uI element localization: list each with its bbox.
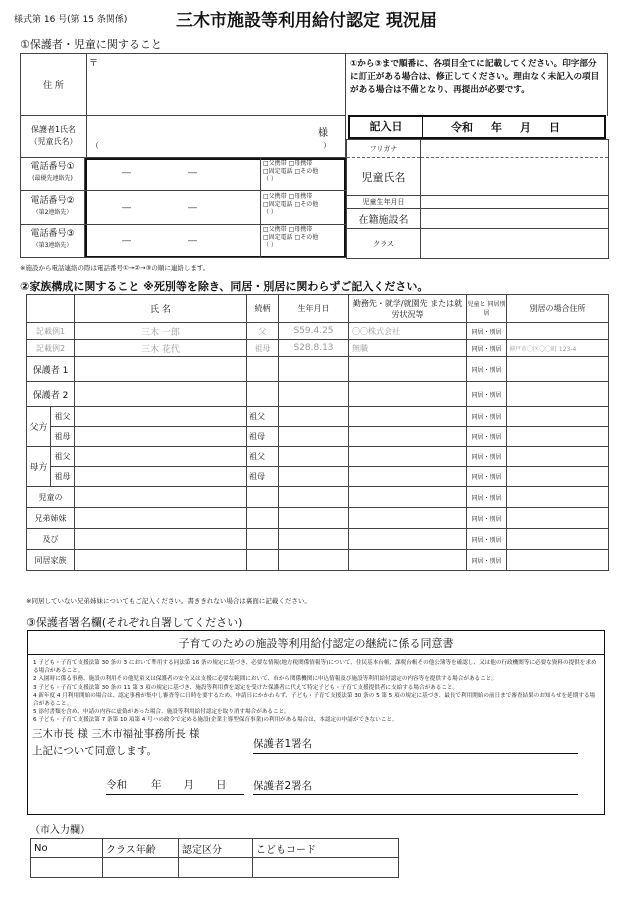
guardian2-row — [27, 382, 609, 407]
guardian1-live[interactable]: 同居・別居 — [467, 357, 507, 382]
sibling-label-1: 児童の — [27, 487, 75, 508]
city-col-cert: 認定区分 — [179, 839, 253, 858]
city-cert-input[interactable] — [179, 863, 252, 872]
city-col-code: こどもコード — [253, 839, 399, 858]
city-code-input[interactable] — [253, 863, 398, 872]
guardian2-addr-input[interactable] — [507, 390, 608, 399]
phone2-input[interactable] — [88, 196, 256, 218]
phone3-sub: （第3連絡先） — [32, 242, 73, 249]
paternal-gf-live[interactable]: 同居・別居 — [467, 407, 507, 427]
phone-block — [20, 158, 346, 258]
guardian1-row — [27, 357, 609, 382]
phone1-label: 電話番号① — [30, 162, 75, 172]
entry-day-input[interactable] — [531, 118, 549, 136]
maternal-gm-name-input[interactable] — [75, 472, 246, 481]
phone2-label-group — [20, 196, 85, 218]
example-row-1 — [27, 323, 609, 340]
family-table — [26, 294, 609, 571]
phone2-opts-a[interactable]: □父携帯 □母携帯 — [263, 193, 313, 200]
guardian2-label: 保護者 2 — [27, 382, 75, 407]
phone1-type-options[interactable] — [263, 160, 318, 184]
paternal-gm-birth-input[interactable] — [279, 432, 348, 441]
child-paren-open: （ — [91, 141, 99, 150]
sign2-label: 保護者2署名 — [253, 780, 313, 792]
sibling3-birth-input[interactable] — [279, 535, 348, 544]
sibling-label-4: 同居家族 — [27, 550, 75, 571]
phone1-input[interactable] — [88, 162, 256, 184]
section1-heading: ①保護者・児童に関すること — [20, 38, 162, 51]
header-work: 勤務先・就学/就園先 または就労状況等 — [349, 295, 467, 323]
sibling2-name-input[interactable] — [75, 514, 246, 523]
phone3-opts-a[interactable]: □父携帯 □母携帯 — [263, 226, 313, 233]
guardian1-name-input[interactable] — [75, 365, 246, 374]
paternal-grandmother-row — [27, 427, 609, 447]
guardian1-work-input[interactable] — [349, 365, 466, 374]
paternal-label: 父方 — [27, 407, 51, 447]
class-input[interactable] — [421, 239, 608, 248]
maternal-grandfather-row — [27, 447, 609, 467]
phone1-opts-c: （ ） — [263, 176, 277, 183]
maternal-gf-birth-input[interactable] — [279, 452, 348, 461]
maternal-gm-label: 祖母 — [51, 467, 75, 487]
maternal-gm-work-input[interactable] — [349, 472, 466, 481]
sibling-row-3 — [27, 529, 609, 550]
sibling2-addr-input[interactable] — [507, 514, 608, 523]
phone1-opts-a[interactable]: □父携帯 □母携帯 — [263, 160, 313, 167]
consent-item-6: 6 子ども・子育て支援法第 7 条第 10 項第 4 号ハの政令で定める施設(企業主導型保育事業)の利用がある場合は、本認定の申請ができないこと。 — [33, 717, 398, 724]
guardian-sub-label: （児童氏名） — [29, 137, 78, 146]
guardian1-birth-input[interactable] — [279, 365, 348, 374]
sign2-input[interactable] — [328, 773, 578, 793]
section3-heading: ③保護者署名欄(それぞれ自署してください) — [26, 616, 243, 629]
child-birth-label: 児童生年月日 — [347, 196, 421, 209]
example2-label: 記載例2 — [27, 340, 75, 357]
phone3-input[interactable] — [88, 229, 256, 251]
city-no-input[interactable] — [31, 863, 102, 872]
sibling3-rel-input[interactable] — [247, 535, 278, 544]
example-row-2 — [27, 340, 609, 357]
example1-name: 三木 一郎 — [75, 323, 247, 340]
example2-addr: 神戸市〇区〇〇町 123-4 — [507, 340, 609, 357]
sibling4-addr-input[interactable] — [507, 556, 608, 565]
guardian1-rel-input[interactable] — [247, 365, 278, 374]
family-note: ※同居していない兄弟姉妹についてもご記入ください。書ききれない場合は裏面に記載ください。 — [26, 597, 311, 605]
maternal-gf-work-input[interactable] — [349, 452, 466, 461]
sibling4-work-input[interactable] — [349, 556, 466, 565]
phone2-sub: （第2連絡先） — [32, 209, 73, 216]
maternal-gf-label: 祖父 — [51, 447, 75, 467]
header-blank — [27, 295, 75, 323]
header-name: 氏 名 — [75, 295, 247, 323]
maternal-gm-addr-input[interactable] — [507, 472, 608, 481]
sibling1-name-input[interactable] — [75, 493, 246, 502]
phone1-opts-b[interactable]: □固定電話 □その他 — [263, 168, 319, 175]
sibling-row-2 — [27, 508, 609, 529]
consent-agree: 上記について同意します。 — [32, 745, 157, 757]
example1-work: 〇〇株式会社 — [349, 323, 467, 340]
phone2-opts-c: （ ） — [263, 209, 277, 216]
sign-month-label: 月 — [183, 778, 194, 791]
entry-month-input[interactable] — [502, 118, 520, 136]
phone2-dash2: ― — [188, 203, 197, 213]
guardian2-work-input[interactable] — [349, 390, 466, 399]
example1-birth: S59.4.25 — [279, 323, 349, 340]
sign-month-input[interactable] — [162, 776, 184, 792]
sign-year-label: 年 — [151, 778, 162, 791]
consent-item-1: 1 子ども・子育て支援法第 30 条の 3 において準用する同法第 16 条の規定に基づき、必要な情報(地方税関係情報等)について、住民基本台帳、課税台帳その他公簿等を確認し、又は他の行政機関等に必要な資料の提供を求める場合があること。 — [33, 660, 597, 675]
header-relation: 続柄 — [247, 295, 279, 323]
address-label: 住 所 — [21, 54, 87, 115]
phone3-dash2: ― — [188, 236, 197, 246]
maternal-label: 母方 — [27, 447, 51, 487]
phone3-opts-c: （ ） — [263, 242, 277, 249]
phone2-label: 電話番号② — [30, 196, 75, 206]
entry-year-input[interactable] — [473, 118, 491, 136]
postal-mark: 〒 — [89, 59, 99, 69]
sibling3-name-input[interactable] — [75, 535, 246, 544]
phone1-dash1: ― — [122, 168, 131, 178]
sibling4-birth-input[interactable] — [279, 556, 348, 565]
maternal-gm-live[interactable]: 同居・別居 — [467, 467, 507, 487]
sibling4-name-input[interactable] — [75, 556, 246, 565]
child-name-alt-input[interactable] — [103, 138, 303, 154]
sibling-row-4 — [27, 550, 609, 571]
consent-item-3: 3 子ども・子育て支援法第 30 条の 11 第 3 項の規定に基づき、施設等利用費を認定を受けた保護者に代えて特定子ども・子育て支援提供者に支給する場合があること。 — [33, 684, 459, 691]
sibling1-addr-input[interactable] — [507, 493, 608, 502]
sibling2-live[interactable]: 同居・別居 — [467, 508, 507, 529]
example1-addr — [507, 323, 609, 340]
phone3-label-group — [20, 229, 85, 251]
paternal-gf-work-input[interactable] — [349, 412, 466, 421]
guardian-row — [20, 116, 346, 158]
guardian2-name-input[interactable] — [75, 390, 246, 399]
facility-input[interactable] — [421, 214, 608, 223]
city-col-no: No — [31, 839, 103, 858]
sibling2-rel-input[interactable] — [247, 514, 278, 523]
sign1-input[interactable] — [328, 731, 578, 751]
sibling-row-1 — [27, 487, 609, 508]
sign-date-era: 令和 — [106, 778, 127, 791]
class-label: クラス — [347, 229, 421, 259]
maternal-gm-rel: 祖母 — [247, 467, 279, 487]
maternal-gf-live[interactable]: 同居・別居 — [467, 447, 507, 467]
furigana-label: フリガナ — [347, 140, 421, 158]
phone2-opts-b[interactable]: □固定電話 □その他 — [263, 201, 319, 208]
guardian1-label: 保護者 1 — [27, 357, 75, 382]
header-birth: 生年月日 — [279, 295, 349, 323]
child-info-table — [346, 139, 609, 259]
furigana-input[interactable] — [421, 144, 608, 153]
section1-block — [20, 53, 608, 261]
child-birth-input[interactable] — [421, 198, 608, 207]
city-heading: （市入力欄） — [30, 825, 90, 836]
sibling2-work-input[interactable] — [349, 514, 466, 523]
paternal-gm-addr-input[interactable] — [507, 432, 608, 441]
phone3-type-options[interactable] — [263, 226, 318, 250]
consent-addressee: 三木市長 様 三木市福祉事務所長 様 — [32, 728, 200, 740]
consent-item-4: 4 新年度 4 月利用開始の場合は、認定事務が集中し審査等に日時を要するため、申請日にかかわらず、子ども・子育て支援法第 30 条の 5 第 5 項の規定に基づき、最長で利用開始の前日まで審査結果のお知らせを延期する場合があること。 — [33, 692, 596, 708]
guardian2-rel-input[interactable] — [247, 390, 278, 399]
sibling2-birth-input[interactable] — [279, 514, 348, 523]
paternal-gm-label: 祖母 — [51, 427, 75, 447]
phone3-opts-b[interactable]: □固定電話 □その他 — [263, 234, 319, 241]
city-class-age-input[interactable] — [103, 863, 178, 872]
phone1-sub: (最優先連絡先) — [32, 175, 73, 182]
entry-date-label: 記入日 — [350, 117, 423, 137]
phone1-label-group — [20, 162, 85, 184]
sign1-label: 保護者1署名 — [253, 738, 313, 750]
phone1-dash2: ― — [188, 168, 197, 178]
paternal-gm-name-input[interactable] — [75, 432, 246, 441]
maternal-gm-birth-input[interactable] — [279, 472, 348, 481]
example2-birth: S28.8.13 — [279, 340, 349, 357]
sign-day-input[interactable] — [194, 776, 216, 792]
sibling4-rel-input[interactable] — [247, 556, 278, 565]
maternal-gf-addr-input[interactable] — [507, 452, 608, 461]
paternal-gm-rel: 祖母 — [247, 427, 279, 447]
guardian1-addr-input[interactable] — [507, 365, 608, 374]
instructions-notice: ①から③まで順番に、各項目全てに記載してください。印字部分に訂正がある場合は、修正してください。理由なく未記入の項目がある場合は不備となり、再提出が必要です。 — [346, 53, 608, 116]
sign-day-label: 日 — [216, 778, 227, 791]
phone-contact-note: ※施設から電話連絡の際は電話番号①→②→③の順に連絡します。 — [20, 264, 210, 272]
facility-label: 在籍施設名 — [347, 209, 421, 229]
paternal-gm-work-input[interactable] — [349, 432, 466, 441]
address-row — [20, 53, 346, 116]
sibling3-addr-input[interactable] — [507, 535, 608, 544]
section2-heading: ②家族構成に関すること ※死別等を除き、同居・別居に関わらずご記入ください。 — [20, 280, 429, 293]
sibling3-live[interactable]: 同居・別居 — [467, 529, 507, 550]
example1-live: 同居・別居 — [467, 323, 507, 340]
sibling1-live[interactable]: 同居・別居 — [467, 487, 507, 508]
entry-era: 令和 — [451, 121, 473, 134]
maternal-grandmother-row — [27, 467, 609, 487]
city-table — [30, 838, 399, 878]
sibling4-live[interactable]: 同居・別居 — [467, 550, 507, 571]
example1-rel: 父 — [247, 323, 279, 340]
paternal-gf-addr-input[interactable] — [507, 412, 608, 421]
phone3-dash1: ― — [122, 236, 131, 246]
example2-work: 無職 — [349, 340, 467, 357]
paternal-gm-live[interactable]: 同居・別居 — [467, 427, 507, 447]
sibling1-rel-input[interactable] — [247, 493, 278, 502]
phone2-type-options[interactable] — [263, 193, 318, 217]
guardian2-birth-input[interactable] — [279, 390, 348, 399]
address-input[interactable] — [101, 56, 341, 112]
city-col-class-age: クラス年齢 — [103, 839, 179, 858]
sama-label: 様 — [318, 128, 328, 139]
maternal-gf-rel: 祖父 — [247, 447, 279, 467]
sibling3-work-input[interactable] — [349, 535, 466, 544]
paternal-grandfather-row — [27, 407, 609, 427]
form-number: 様式第 16 号(第 15 条関係) — [14, 15, 128, 25]
guardian-label: 保護者1氏名 — [30, 125, 77, 134]
entry-year-label: 年 — [491, 121, 502, 134]
header-living: 児童と 同居別居 — [467, 295, 507, 323]
sign-date — [106, 776, 244, 792]
phone2-dash1: ― — [122, 203, 131, 213]
phone3-label: 電話番号③ — [30, 229, 75, 239]
consent-title: 子育てのための施設等利用給付認定の継続に係る同意書 — [178, 637, 454, 650]
paternal-gf-name-input[interactable] — [75, 412, 246, 421]
guardian-name-input[interactable] — [91, 118, 311, 138]
entry-date-box — [348, 115, 606, 139]
example2-name: 三木 花代 — [75, 340, 247, 357]
sibling-label-2: 兄弟姉妹 — [27, 508, 75, 529]
example2-rel: 祖母 — [247, 340, 279, 357]
entry-month-label: 月 — [520, 121, 531, 134]
consent-item-5: 5 添付書類を含め、申請の内容に虚偽があった場合、施設等利用給付認定を取り消す場合があること。 — [33, 709, 290, 716]
entry-day-label: 日 — [549, 121, 560, 134]
paternal-gf-label: 祖父 — [51, 407, 75, 427]
paternal-gf-rel: 祖父 — [247, 407, 279, 427]
consent-items — [33, 659, 599, 725]
sign-year-input[interactable] — [127, 776, 151, 792]
guardian2-live[interactable]: 同居・別居 — [467, 382, 507, 407]
child-paren-close: ） — [323, 141, 331, 150]
child-name-input[interactable] — [421, 172, 608, 181]
sibling1-work-input[interactable] — [349, 493, 466, 502]
paternal-gf-birth-input[interactable] — [279, 412, 348, 421]
header-address: 別居の場合住所 — [507, 295, 609, 323]
example2-live: 同居・別居 — [467, 340, 507, 357]
form-title: 三木市施設等利用給付認定 現況届 — [176, 11, 437, 31]
maternal-gf-name-input[interactable] — [75, 452, 246, 461]
sibling-label-3: 及び — [27, 529, 75, 550]
child-name-label: 児童氏名 — [347, 158, 421, 196]
consent-box — [27, 630, 605, 815]
example1-label: 記載例1 — [27, 323, 75, 340]
consent-item-2: 2 入園時に係る事務、施設の利用その他児童又は保護者の安全又は支援に必要な範囲において、市から関係機関に申込情報及び施設等利用給付認定の内容等を提供する場合があること。 — [33, 676, 497, 683]
sibling1-birth-input[interactable] — [279, 493, 348, 502]
